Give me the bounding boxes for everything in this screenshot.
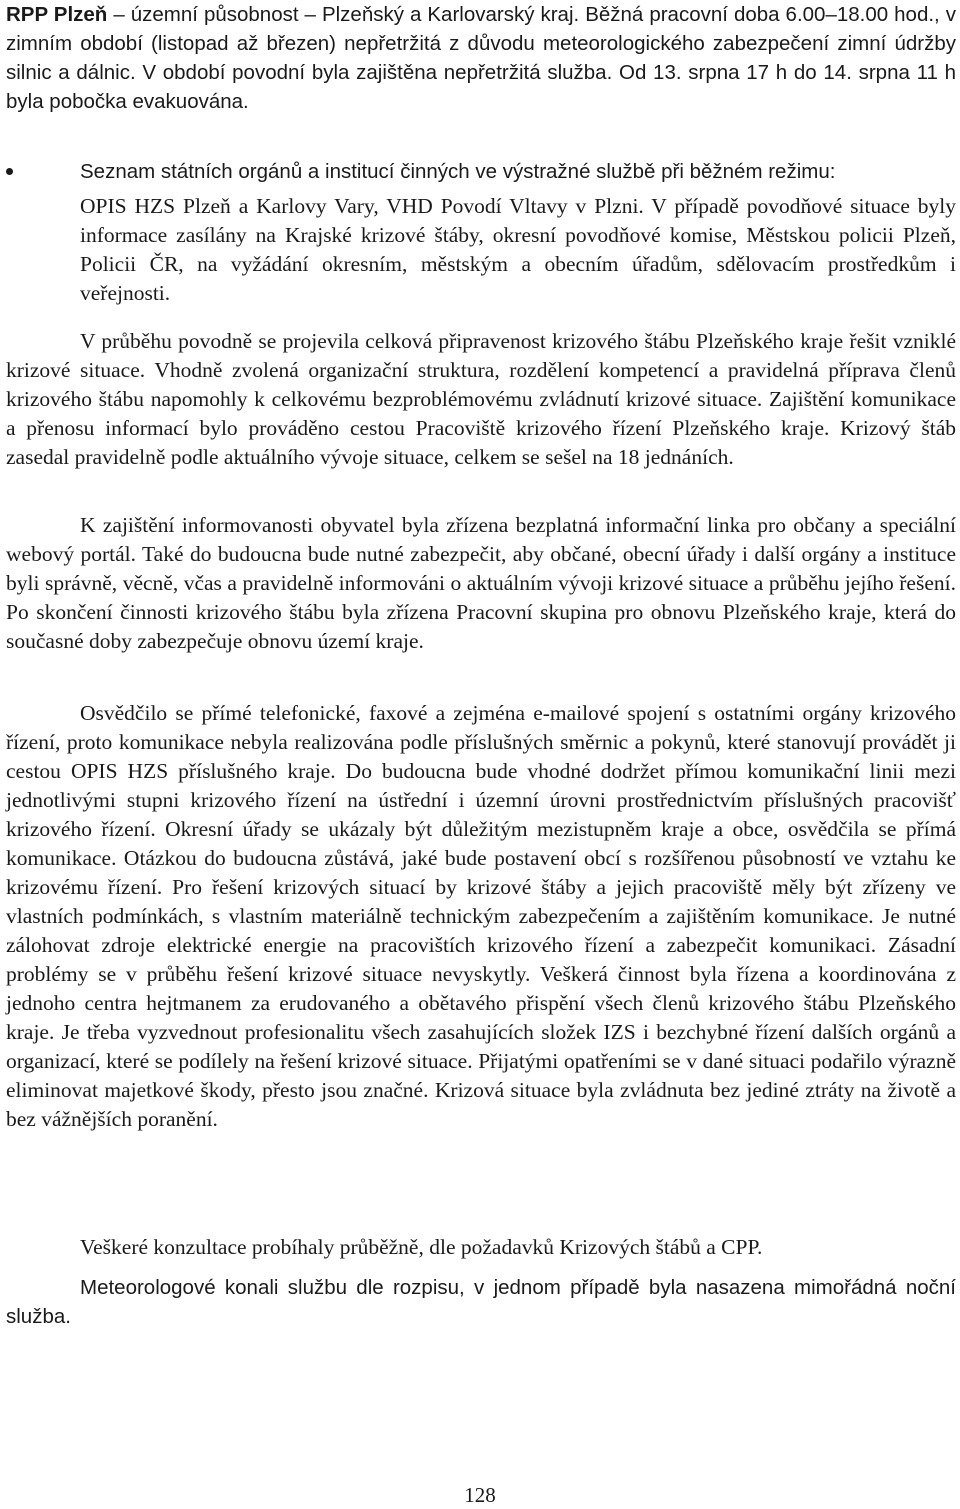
paragraph-krizovy-stab: V průběhu povodně se projevila celková připravenost krizového štábu Plzeňského kraje řešit vzniklé krizové situace. Vhodně zvolená organizační struktura, rozdělení kompetencí a pravidelná příprava členů krizového štábu napomohly k celkovému bezproblémovému zvládnutí krizové situace. Zajištění komunikace a přenosu informací bylo prováděno cestou Pracoviště krizového řízení Plzeňského kraje. Krizový štáb zasedal pravidelně podle aktuálního vývoje situace, celkem se sešel na 18 jednáních. — [6, 329, 956, 469]
paragraph-spojeni: Osvědčilo se přímé telefonické, faxové a zejména e-mailové spojení s ostatními orgány krizového řízení, proto komunikace nebyla realizována podle příslušných směrnic a pokynů, které stanovují provádět ji cestou OPIS HZS příslušného kraje. Do budoucna bude vhodné dodržet přímou komunikační linii mezi jednotlivými stupni krizového řízení na ústřední i územní úrovni prostřednictvím příslušných pracovišť krizového řízení. Okresní úřady se ukázaly být důležitým mezistupněm kraje a obce, osvědčila se přímá komunikace. Otázkou do budoucna zůstává, jaké bude postavení obcí s rozšířenou působností ve vztahu ke krizovému řízení. Pro řešení krizových situací by krizové štáby a jejich pracoviště měly být zřízeny ve vlastních podmínkách, s vlastním materiálně technickým zabezpečením a zajištěním komunikace. Je nutné zálohovat zdroje elektrické energie na pracovištích krizového řízení a zabezpečit komunikaci. Zásadní problémy se v průběhu řešení krizové situace nevyskytly. Veškerá činnost byla řízena a koordinována z jednoho centra hejtmanem za erudovaného a obětavého přispění všech členů krizového štábu Plzeňského kraje. Je třeba vyzvednout profesionalitu všech zasahujících složek IZS i bezchybné řízení dalších orgánů a organizací, které se podílely na řešení krizové situace. Přijatými opatřeními se v dané situaci podařilo výrazně eliminovat majetkové škody, přesto jsou značné. Krizová situace byla zvládnuta bez jediné ztráty na životě a bez vážnějších poranění. — [6, 701, 956, 1131]
paragraph-rpp-plzen — [6, 0, 956, 116]
bullet-body: OPIS HZS Plzeň a Karlovy Vary, VHD Povodí Vltavy v Plzni. V případě povodňové situace byly informace zasílány na Krajské krizové štáby, okresní povodňové komise, Městskou policii Plzeň, Policii ČR, na vyžádání okresním, městským a obecním úřadům, sdělovacím prostředkům i veřejnosti. — [80, 194, 956, 305]
paragraph-text: – územní působnost – Plzeňský a Karlovarský kraj. Běžná pracovní doba 6.00–18.00 hod., v zimním období (listopad až březen) nepřetržitá z důvodu meteorologického zabezpečení zimní údržby silnic a dálnic. V období povodní byla zajištěna nepřetržitá služba. Od 13. srpna 17 h do 14. srpna 11 h byla pobočka evakuována. — [6, 3, 956, 113]
paragraph-konzultace: Veškeré konzultace probíhaly průběžně, dle požadavků Krizových štábů a CPP. — [80, 1235, 763, 1259]
bold-label: RPP Plzeň — [6, 3, 108, 26]
paragraph-informovanost: K zajištění informovanosti obyvatel byla zřízena bezplatná informační linka pro občany a speciální webový portál. Také do budoucna bude nutné zabezpečit, aby občané, obecní úřady i další orgány a instituce byli správně, věcně, včas a pravidelně informováni o aktuálním vývoji krizové situace a průběhu jejího řešení. Po skončení činnosti krizového štábu byla zřízena Pracovní skupina pro obnovu Plzeňského kraje, která do současné doby zabezpečuje obnovu území kraje. — [6, 513, 956, 653]
paragraph-meteorologove: Meteorologové konali službu dle rozpisu, v jednom případě byla nasazena mimořádná noční služba. — [6, 1276, 956, 1328]
bullet-heading: Seznam státních orgánů a institucí činných ve výstražné službě při běžném režimu: — [80, 160, 836, 183]
page-number: 128 — [464, 1483, 496, 1507]
bullet-icon — [6, 168, 13, 175]
